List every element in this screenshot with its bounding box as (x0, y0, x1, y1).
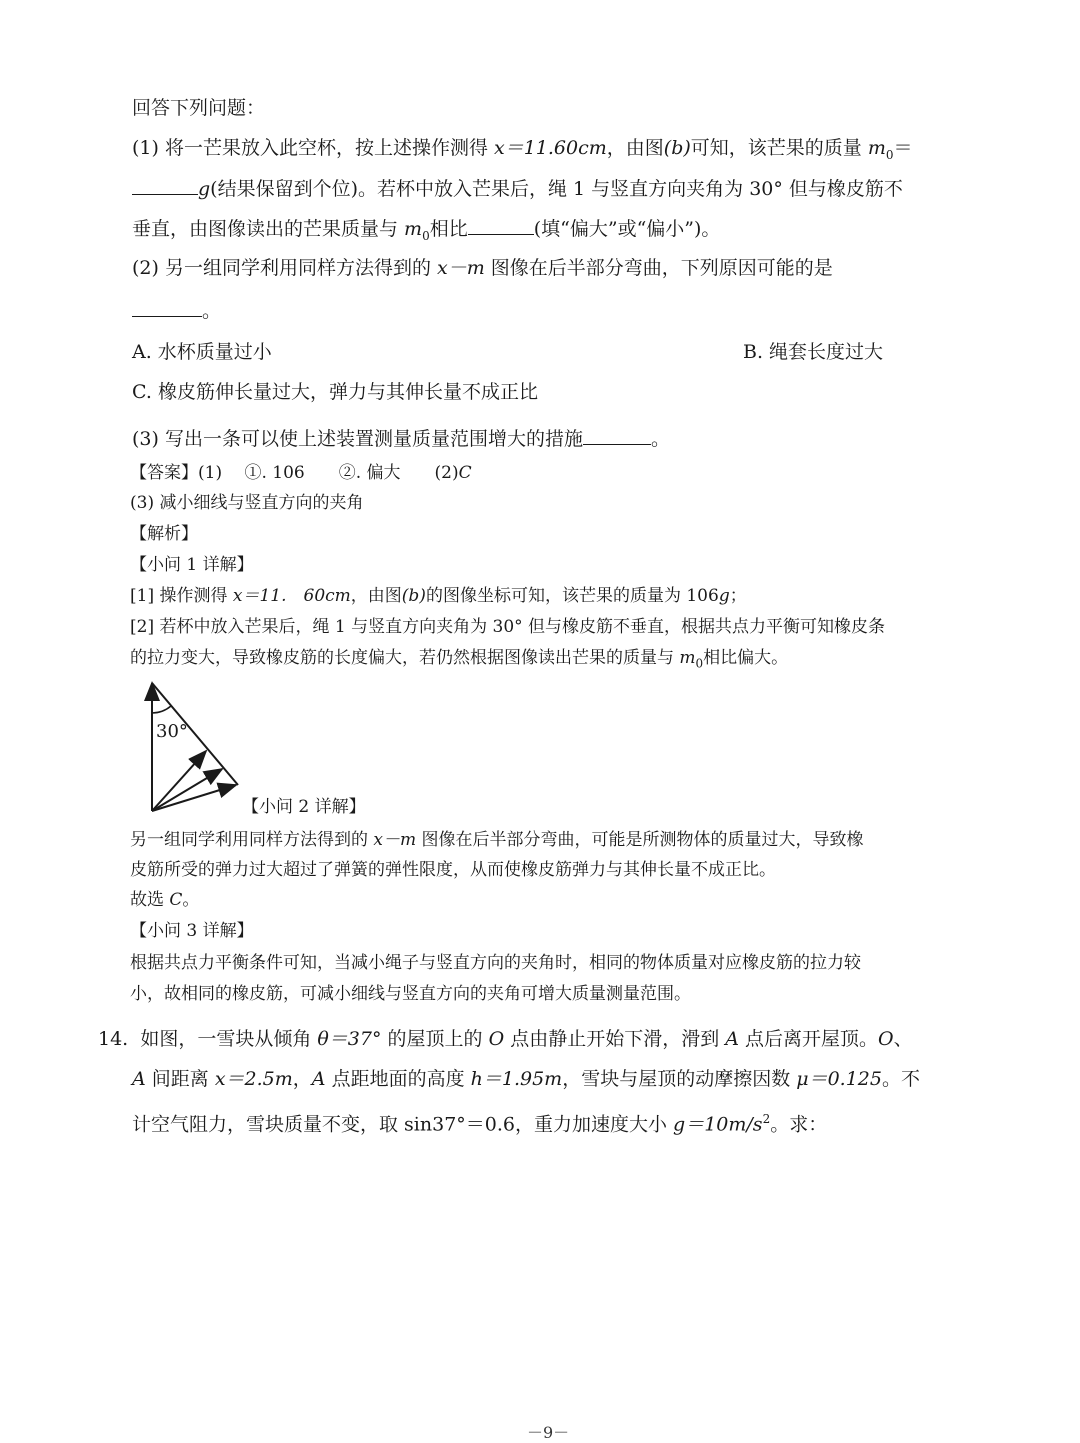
analysis-p4: 另一组同学利用同样方法得到的 x－m 图像在后半部分弯曲，可能是所测物体的质量过大，导致橡 (130, 830, 864, 850)
intro-line: 回答下列问题： (132, 97, 266, 119)
q2-option-b: B. 绳套长度过大 (743, 341, 884, 363)
q1-line-2: g(结果保留到个位)。若杯中放入芒果后，绳 1 与竖直方向夹角为 30° 但与橡皮筋不 (132, 176, 903, 201)
subquestion-2-heading: 【小问 2 详解】 (242, 797, 366, 817)
answer-line-1: 【答案】(1) ①. 106 ②. 偏大 (2)C (130, 463, 472, 483)
q14-line-2: A 间距离 x＝2.5m，A 点距地面的高度 h＝1.95m，雪块与屋顶的动摩擦因数 μ＝0.125。不 (132, 1068, 920, 1090)
analysis-p2: [2] 若杯中放入芒果后，绳 1 与竖直方向夹角为 30° 但与橡皮筋不垂直，根据共点力平衡可知橡皮条 (130, 617, 886, 637)
analysis-p8: 小，故相同的橡皮筋，可减小细线与竖直方向的夹角可增大质量测量范围。 (130, 984, 691, 1004)
q2-line-2: 。 (132, 298, 221, 323)
force-arrow-2 (152, 769, 222, 811)
q14-line-1: 14. 如图，一雪块从倾角 θ＝37° 的屋顶上的 O 点由静止开始下滑，滑到 A 点后离开屋顶。O、 (98, 1028, 913, 1050)
force-angle-diagram (140, 675, 250, 820)
subquestion-1-heading: 【小问 1 详解】 (130, 555, 254, 575)
angle-label: 30° (156, 721, 188, 742)
q2-line-1: (2) 另一组同学利用同样方法得到的 x－m 图像在后半部分弯曲，下列原因可能的是 (132, 257, 833, 279)
answer-blank-q2[interactable] (132, 298, 202, 317)
analysis-p3: 的拉力变大，导致橡皮筋的长度偏大，若仍然根据图像读出芒果的质量与 $m_0$相比偏大。 (130, 648, 789, 671)
page-number: －9－ (527, 1423, 570, 1442)
analysis-p7: 根据共点力平衡条件可知，当减小绳子与竖直方向的夹角时，相同的物体质量对应橡皮筋的拉力较 (130, 953, 861, 973)
angle-arc (152, 706, 171, 713)
answer-blank-mass[interactable] (132, 176, 198, 195)
q14-line-3: 计空气阻力，雪块质量不变，取 sin37°＝0.6，重力加速度大小 $g=10m/s^2$。求： (132, 1112, 828, 1136)
analysis-p6: 故选 C。 (130, 890, 200, 910)
analysis-p1: [1] 操作测得 x＝11. 60cm，由图(b)的图像坐标可知，该芒果的质量为 106g； (130, 586, 747, 606)
answer-blank-q3[interactable] (583, 426, 651, 445)
subquestion-3-heading: 【小问 3 详解】 (130, 921, 254, 941)
q1-line-3: 垂直，由图像读出的芒果质量与 $m_0$相比 (填“偏大”或“偏小”)。 (132, 218, 721, 243)
q1-line-1: (1) 将一芒果放入此空杯，按上述操作测得 x＝11.60cm，由图(b)可知，该芒果的质量 $m_0=$ (132, 137, 913, 162)
q2-option-c: C. 橡皮筋伸长量过大，弹力与其伸长量不成正比 (132, 381, 538, 403)
analysis-label: 【解析】 (130, 524, 198, 544)
q2-option-a: A. 水杯质量过小 (132, 341, 272, 363)
analysis-p5: 皮筋所受的弹力过大超过了弹簧的弹性限度，从而使橡皮筋弹力与其伸长量不成正比。 (130, 860, 776, 880)
q3-line: (3) 写出一条可以使上述装置测量质量范围增大的措施 。 (132, 428, 670, 450)
answer-blank-compare[interactable] (468, 216, 534, 235)
answer-line-2: (3) 减小细线与竖直方向的夹角 (130, 493, 364, 513)
